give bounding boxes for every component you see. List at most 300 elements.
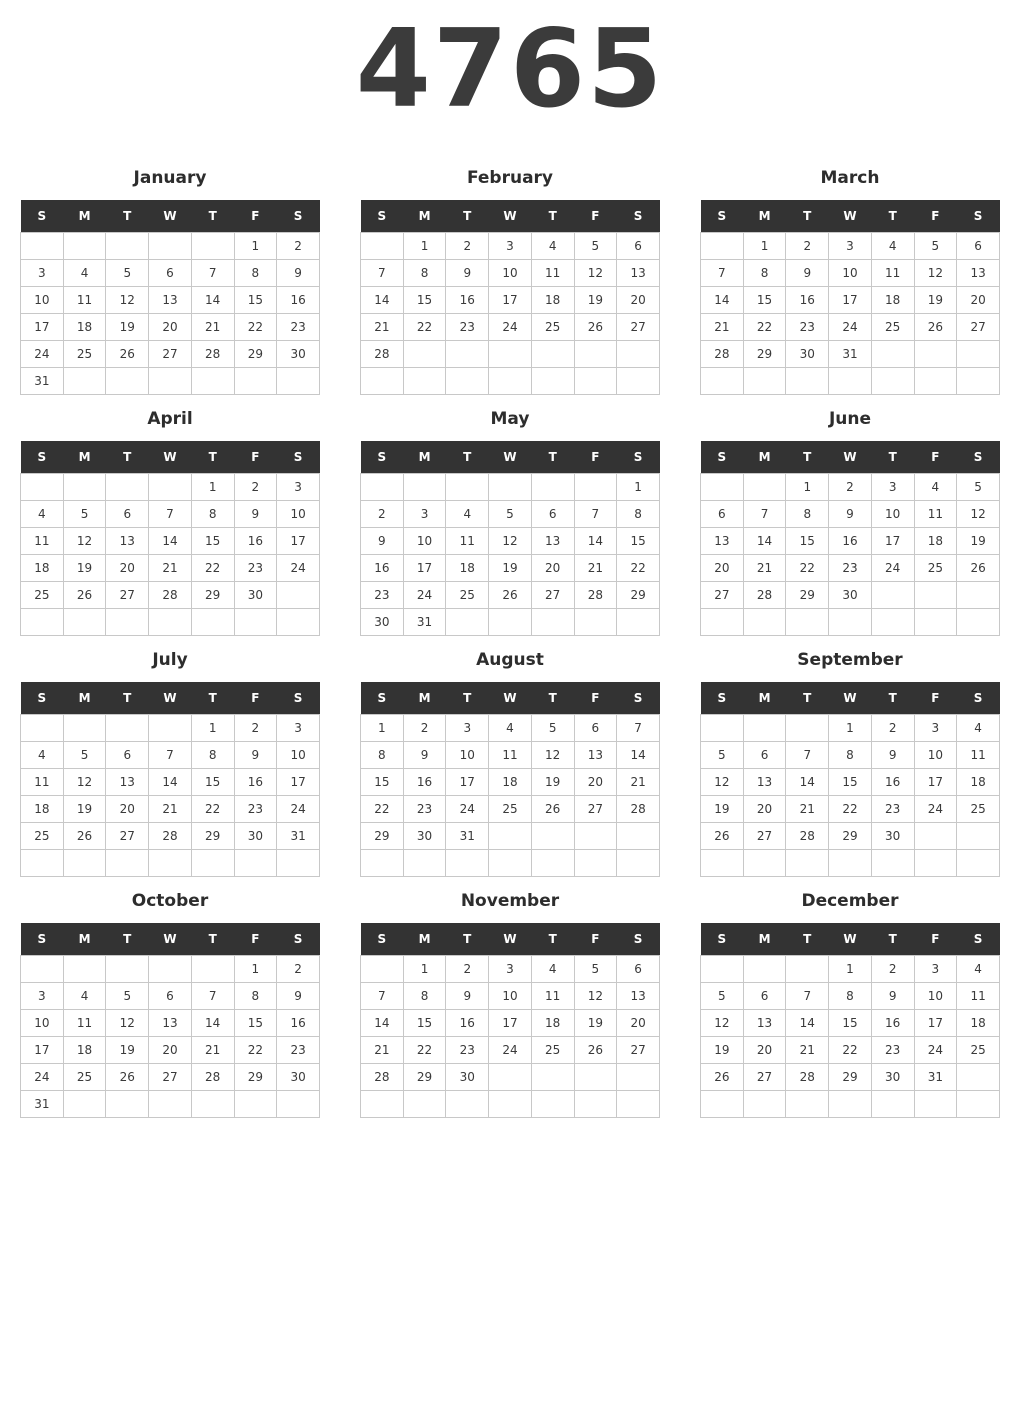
day-cell[interactable]: 18 [63, 1037, 106, 1064]
day-cell[interactable]: 17 [446, 769, 489, 796]
day-cell[interactable]: 1 [191, 474, 234, 501]
day-cell[interactable]: 19 [701, 1037, 744, 1064]
day-cell[interactable]: 18 [63, 314, 106, 341]
day-cell[interactable]: 4 [531, 233, 574, 260]
day-cell[interactable]: 13 [574, 742, 617, 769]
day-cell[interactable]: 17 [277, 528, 320, 555]
day-cell[interactable]: 6 [149, 983, 192, 1010]
day-cell[interactable]: 20 [149, 314, 192, 341]
day-cell[interactable]: 25 [531, 314, 574, 341]
day-cell[interactable]: 13 [106, 769, 149, 796]
day-cell[interactable]: 17 [829, 287, 872, 314]
day-cell[interactable]: 21 [361, 1037, 404, 1064]
day-cell[interactable]: 1 [234, 233, 277, 260]
day-cell[interactable]: 9 [361, 528, 404, 555]
day-cell[interactable]: 16 [234, 769, 277, 796]
day-cell[interactable]: 28 [361, 341, 404, 368]
day-cell[interactable]: 16 [871, 1010, 914, 1037]
day-cell[interactable]: 7 [149, 501, 192, 528]
day-cell[interactable]: 10 [829, 260, 872, 287]
day-cell[interactable]: 17 [489, 1010, 532, 1037]
day-cell[interactable]: 7 [786, 742, 829, 769]
day-cell[interactable]: 11 [63, 1010, 106, 1037]
day-cell[interactable]: 2 [786, 233, 829, 260]
day-cell[interactable]: 30 [403, 823, 446, 850]
day-cell[interactable]: 9 [446, 260, 489, 287]
day-cell[interactable]: 19 [63, 796, 106, 823]
day-cell[interactable]: 2 [871, 715, 914, 742]
day-cell[interactable]: 24 [871, 555, 914, 582]
day-cell[interactable]: 20 [106, 796, 149, 823]
day-cell[interactable]: 22 [403, 314, 446, 341]
day-cell[interactable]: 22 [829, 796, 872, 823]
day-cell[interactable]: 6 [106, 501, 149, 528]
day-cell[interactable]: 9 [277, 983, 320, 1010]
day-cell[interactable]: 16 [403, 769, 446, 796]
day-cell[interactable]: 16 [786, 287, 829, 314]
day-cell[interactable]: 23 [361, 582, 404, 609]
day-cell[interactable]: 7 [786, 983, 829, 1010]
day-cell[interactable]: 7 [361, 983, 404, 1010]
day-cell[interactable]: 11 [957, 983, 1000, 1010]
day-cell[interactable]: 17 [403, 555, 446, 582]
day-cell[interactable]: 9 [234, 501, 277, 528]
day-cell[interactable]: 22 [234, 314, 277, 341]
day-cell[interactable]: 22 [403, 1037, 446, 1064]
day-cell[interactable]: 11 [489, 742, 532, 769]
day-cell[interactable]: 23 [403, 796, 446, 823]
day-cell[interactable]: 8 [191, 742, 234, 769]
day-cell[interactable]: 17 [21, 1037, 64, 1064]
day-cell[interactable]: 11 [63, 287, 106, 314]
day-cell[interactable]: 8 [361, 742, 404, 769]
day-cell[interactable]: 27 [531, 582, 574, 609]
day-cell[interactable]: 11 [21, 528, 64, 555]
day-cell[interactable]: 17 [489, 287, 532, 314]
day-cell[interactable]: 22 [191, 796, 234, 823]
day-cell[interactable]: 21 [574, 555, 617, 582]
day-cell[interactable]: 26 [914, 314, 957, 341]
day-cell[interactable]: 26 [574, 314, 617, 341]
day-cell[interactable]: 30 [234, 823, 277, 850]
day-cell[interactable]: 7 [701, 260, 744, 287]
day-cell[interactable]: 26 [531, 796, 574, 823]
day-cell[interactable]: 1 [786, 474, 829, 501]
day-cell[interactable]: 8 [403, 260, 446, 287]
day-cell[interactable]: 3 [277, 474, 320, 501]
day-cell[interactable]: 5 [106, 983, 149, 1010]
day-cell[interactable]: 6 [617, 956, 660, 983]
day-cell[interactable]: 21 [617, 769, 660, 796]
day-cell[interactable]: 13 [701, 528, 744, 555]
day-cell[interactable]: 6 [743, 983, 786, 1010]
day-cell[interactable]: 2 [829, 474, 872, 501]
day-cell[interactable]: 21 [149, 555, 192, 582]
day-cell[interactable]: 4 [63, 260, 106, 287]
day-cell[interactable]: 14 [191, 1010, 234, 1037]
day-cell[interactable]: 10 [21, 287, 64, 314]
day-cell[interactable]: 21 [701, 314, 744, 341]
day-cell[interactable]: 9 [829, 501, 872, 528]
day-cell[interactable]: 8 [829, 742, 872, 769]
day-cell[interactable]: 5 [701, 983, 744, 1010]
day-cell[interactable]: 15 [403, 1010, 446, 1037]
day-cell[interactable]: 14 [361, 1010, 404, 1037]
day-cell[interactable]: 24 [914, 1037, 957, 1064]
day-cell[interactable]: 12 [106, 1010, 149, 1037]
day-cell[interactable]: 30 [871, 823, 914, 850]
day-cell[interactable]: 5 [63, 501, 106, 528]
day-cell[interactable]: 4 [21, 501, 64, 528]
day-cell[interactable]: 29 [829, 1064, 872, 1091]
day-cell[interactable]: 13 [617, 260, 660, 287]
day-cell[interactable]: 28 [149, 582, 192, 609]
day-cell[interactable]: 2 [361, 501, 404, 528]
day-cell[interactable]: 30 [277, 1064, 320, 1091]
day-cell[interactable]: 18 [531, 287, 574, 314]
day-cell[interactable]: 15 [361, 769, 404, 796]
day-cell[interactable]: 18 [21, 555, 64, 582]
day-cell[interactable]: 12 [701, 1010, 744, 1037]
day-cell[interactable]: 29 [743, 341, 786, 368]
day-cell[interactable]: 28 [191, 1064, 234, 1091]
day-cell[interactable]: 6 [957, 233, 1000, 260]
day-cell[interactable]: 28 [191, 341, 234, 368]
day-cell[interactable]: 25 [63, 1064, 106, 1091]
day-cell[interactable]: 28 [786, 1064, 829, 1091]
day-cell[interactable]: 8 [786, 501, 829, 528]
day-cell[interactable]: 10 [914, 742, 957, 769]
day-cell[interactable]: 24 [489, 1037, 532, 1064]
day-cell[interactable]: 19 [63, 555, 106, 582]
day-cell[interactable]: 3 [277, 715, 320, 742]
day-cell[interactable]: 18 [871, 287, 914, 314]
day-cell[interactable]: 20 [531, 555, 574, 582]
day-cell[interactable]: 31 [403, 609, 446, 636]
day-cell[interactable]: 1 [191, 715, 234, 742]
day-cell[interactable]: 25 [957, 796, 1000, 823]
day-cell[interactable]: 30 [786, 341, 829, 368]
day-cell[interactable]: 16 [446, 287, 489, 314]
day-cell[interactable]: 16 [446, 1010, 489, 1037]
day-cell[interactable]: 20 [149, 1037, 192, 1064]
day-cell[interactable]: 1 [403, 233, 446, 260]
day-cell[interactable]: 12 [914, 260, 957, 287]
day-cell[interactable]: 16 [361, 555, 404, 582]
day-cell[interactable]: 20 [106, 555, 149, 582]
day-cell[interactable]: 29 [234, 341, 277, 368]
day-cell[interactable]: 19 [574, 287, 617, 314]
day-cell[interactable]: 7 [361, 260, 404, 287]
day-cell[interactable]: 10 [277, 742, 320, 769]
day-cell[interactable]: 2 [446, 233, 489, 260]
day-cell[interactable]: 27 [701, 582, 744, 609]
day-cell[interactable]: 11 [446, 528, 489, 555]
day-cell[interactable]: 3 [914, 956, 957, 983]
day-cell[interactable]: 10 [446, 742, 489, 769]
day-cell[interactable]: 6 [617, 233, 660, 260]
day-cell[interactable]: 30 [871, 1064, 914, 1091]
day-cell[interactable]: 23 [871, 1037, 914, 1064]
day-cell[interactable]: 18 [446, 555, 489, 582]
day-cell[interactable]: 15 [786, 528, 829, 555]
day-cell[interactable]: 24 [489, 314, 532, 341]
day-cell[interactable]: 16 [277, 1010, 320, 1037]
day-cell[interactable]: 9 [403, 742, 446, 769]
day-cell[interactable]: 20 [743, 796, 786, 823]
day-cell[interactable]: 20 [617, 1010, 660, 1037]
day-cell[interactable]: 23 [829, 555, 872, 582]
day-cell[interactable]: 29 [191, 823, 234, 850]
day-cell[interactable]: 23 [446, 1037, 489, 1064]
day-cell[interactable]: 9 [871, 983, 914, 1010]
day-cell[interactable]: 18 [957, 1010, 1000, 1037]
day-cell[interactable]: 21 [786, 796, 829, 823]
day-cell[interactable]: 27 [743, 823, 786, 850]
day-cell[interactable]: 13 [743, 1010, 786, 1037]
day-cell[interactable]: 31 [446, 823, 489, 850]
day-cell[interactable]: 17 [914, 1010, 957, 1037]
day-cell[interactable]: 10 [871, 501, 914, 528]
day-cell[interactable]: 27 [149, 341, 192, 368]
day-cell[interactable]: 18 [914, 528, 957, 555]
day-cell[interactable]: 22 [234, 1037, 277, 1064]
day-cell[interactable]: 12 [701, 769, 744, 796]
day-cell[interactable]: 23 [277, 314, 320, 341]
day-cell[interactable]: 11 [957, 742, 1000, 769]
day-cell[interactable]: 9 [234, 742, 277, 769]
day-cell[interactable]: 30 [446, 1064, 489, 1091]
day-cell[interactable]: 1 [234, 956, 277, 983]
day-cell[interactable]: 10 [489, 983, 532, 1010]
day-cell[interactable]: 26 [106, 1064, 149, 1091]
day-cell[interactable]: 23 [786, 314, 829, 341]
day-cell[interactable]: 21 [361, 314, 404, 341]
day-cell[interactable]: 30 [234, 582, 277, 609]
day-cell[interactable]: 8 [403, 983, 446, 1010]
day-cell[interactable]: 21 [786, 1037, 829, 1064]
day-cell[interactable]: 14 [617, 742, 660, 769]
day-cell[interactable]: 12 [531, 742, 574, 769]
day-cell[interactable]: 12 [63, 528, 106, 555]
day-cell[interactable]: 18 [21, 796, 64, 823]
day-cell[interactable]: 25 [531, 1037, 574, 1064]
day-cell[interactable]: 24 [277, 796, 320, 823]
day-cell[interactable]: 2 [403, 715, 446, 742]
day-cell[interactable]: 2 [277, 956, 320, 983]
day-cell[interactable]: 10 [277, 501, 320, 528]
day-cell[interactable]: 28 [361, 1064, 404, 1091]
day-cell[interactable]: 4 [871, 233, 914, 260]
day-cell[interactable]: 5 [914, 233, 957, 260]
day-cell[interactable]: 17 [21, 314, 64, 341]
day-cell[interactable]: 9 [446, 983, 489, 1010]
day-cell[interactable]: 7 [617, 715, 660, 742]
day-cell[interactable]: 25 [446, 582, 489, 609]
day-cell[interactable]: 15 [234, 1010, 277, 1037]
day-cell[interactable]: 28 [701, 341, 744, 368]
day-cell[interactable]: 25 [957, 1037, 1000, 1064]
day-cell[interactable]: 3 [446, 715, 489, 742]
day-cell[interactable]: 25 [21, 582, 64, 609]
day-cell[interactable]: 19 [489, 555, 532, 582]
day-cell[interactable]: 23 [234, 555, 277, 582]
day-cell[interactable]: 24 [21, 341, 64, 368]
day-cell[interactable]: 19 [531, 769, 574, 796]
day-cell[interactable]: 26 [63, 823, 106, 850]
day-cell[interactable]: 13 [531, 528, 574, 555]
day-cell[interactable]: 3 [829, 233, 872, 260]
day-cell[interactable]: 31 [21, 1091, 64, 1118]
day-cell[interactable]: 4 [957, 956, 1000, 983]
day-cell[interactable]: 11 [531, 260, 574, 287]
day-cell[interactable]: 11 [531, 983, 574, 1010]
day-cell[interactable]: 5 [489, 501, 532, 528]
day-cell[interactable]: 2 [234, 474, 277, 501]
day-cell[interactable]: 24 [277, 555, 320, 582]
day-cell[interactable]: 14 [743, 528, 786, 555]
day-cell[interactable]: 25 [21, 823, 64, 850]
day-cell[interactable]: 3 [871, 474, 914, 501]
day-cell[interactable]: 11 [914, 501, 957, 528]
day-cell[interactable]: 19 [701, 796, 744, 823]
day-cell[interactable]: 4 [446, 501, 489, 528]
day-cell[interactable]: 5 [957, 474, 1000, 501]
day-cell[interactable]: 22 [191, 555, 234, 582]
day-cell[interactable]: 18 [489, 769, 532, 796]
day-cell[interactable]: 5 [106, 260, 149, 287]
day-cell[interactable]: 16 [234, 528, 277, 555]
day-cell[interactable]: 28 [786, 823, 829, 850]
day-cell[interactable]: 6 [106, 742, 149, 769]
day-cell[interactable]: 9 [871, 742, 914, 769]
day-cell[interactable]: 12 [489, 528, 532, 555]
day-cell[interactable]: 3 [21, 983, 64, 1010]
day-cell[interactable]: 21 [149, 796, 192, 823]
day-cell[interactable]: 12 [106, 287, 149, 314]
day-cell[interactable]: 20 [574, 769, 617, 796]
day-cell[interactable]: 24 [446, 796, 489, 823]
day-cell[interactable]: 29 [234, 1064, 277, 1091]
day-cell[interactable]: 30 [829, 582, 872, 609]
day-cell[interactable]: 4 [914, 474, 957, 501]
day-cell[interactable]: 27 [149, 1064, 192, 1091]
day-cell[interactable]: 27 [106, 582, 149, 609]
day-cell[interactable]: 22 [786, 555, 829, 582]
day-cell[interactable]: 2 [446, 956, 489, 983]
day-cell[interactable]: 13 [743, 769, 786, 796]
day-cell[interactable]: 1 [403, 956, 446, 983]
day-cell[interactable]: 20 [701, 555, 744, 582]
day-cell[interactable]: 14 [786, 769, 829, 796]
day-cell[interactable]: 14 [361, 287, 404, 314]
day-cell[interactable]: 13 [106, 528, 149, 555]
day-cell[interactable]: 6 [574, 715, 617, 742]
day-cell[interactable]: 29 [617, 582, 660, 609]
day-cell[interactable]: 22 [829, 1037, 872, 1064]
day-cell[interactable]: 19 [574, 1010, 617, 1037]
day-cell[interactable]: 1 [829, 715, 872, 742]
day-cell[interactable]: 7 [574, 501, 617, 528]
day-cell[interactable]: 19 [106, 1037, 149, 1064]
day-cell[interactable]: 26 [701, 823, 744, 850]
day-cell[interactable]: 26 [957, 555, 1000, 582]
day-cell[interactable]: 6 [149, 260, 192, 287]
day-cell[interactable]: 16 [871, 769, 914, 796]
day-cell[interactable]: 22 [361, 796, 404, 823]
day-cell[interactable]: 12 [574, 983, 617, 1010]
day-cell[interactable]: 14 [149, 528, 192, 555]
day-cell[interactable]: 29 [361, 823, 404, 850]
day-cell[interactable]: 18 [957, 769, 1000, 796]
day-cell[interactable]: 31 [914, 1064, 957, 1091]
day-cell[interactable]: 27 [106, 823, 149, 850]
day-cell[interactable]: 20 [617, 287, 660, 314]
day-cell[interactable]: 5 [701, 742, 744, 769]
day-cell[interactable]: 19 [957, 528, 1000, 555]
day-cell[interactable]: 24 [829, 314, 872, 341]
day-cell[interactable]: 14 [191, 287, 234, 314]
day-cell[interactable]: 29 [829, 823, 872, 850]
day-cell[interactable]: 4 [957, 715, 1000, 742]
day-cell[interactable]: 4 [489, 715, 532, 742]
day-cell[interactable]: 1 [829, 956, 872, 983]
day-cell[interactable]: 23 [446, 314, 489, 341]
day-cell[interactable]: 23 [234, 796, 277, 823]
day-cell[interactable]: 4 [21, 742, 64, 769]
day-cell[interactable]: 30 [277, 341, 320, 368]
day-cell[interactable]: 27 [957, 314, 1000, 341]
day-cell[interactable]: 7 [743, 501, 786, 528]
day-cell[interactable]: 21 [191, 314, 234, 341]
day-cell[interactable]: 31 [277, 823, 320, 850]
day-cell[interactable]: 27 [574, 796, 617, 823]
day-cell[interactable]: 15 [617, 528, 660, 555]
day-cell[interactable]: 15 [743, 287, 786, 314]
day-cell[interactable]: 10 [403, 528, 446, 555]
day-cell[interactable]: 15 [829, 1010, 872, 1037]
day-cell[interactable]: 28 [743, 582, 786, 609]
day-cell[interactable]: 20 [957, 287, 1000, 314]
day-cell[interactable]: 25 [914, 555, 957, 582]
day-cell[interactable]: 17 [871, 528, 914, 555]
day-cell[interactable]: 15 [829, 769, 872, 796]
day-cell[interactable]: 24 [21, 1064, 64, 1091]
day-cell[interactable]: 31 [21, 368, 64, 395]
day-cell[interactable]: 26 [574, 1037, 617, 1064]
day-cell[interactable]: 17 [914, 769, 957, 796]
day-cell[interactable]: 5 [574, 956, 617, 983]
day-cell[interactable]: 24 [403, 582, 446, 609]
day-cell[interactable]: 6 [701, 501, 744, 528]
day-cell[interactable]: 5 [574, 233, 617, 260]
day-cell[interactable]: 17 [277, 769, 320, 796]
day-cell[interactable]: 25 [871, 314, 914, 341]
day-cell[interactable]: 29 [786, 582, 829, 609]
day-cell[interactable]: 15 [234, 287, 277, 314]
day-cell[interactable]: 3 [403, 501, 446, 528]
day-cell[interactable]: 25 [489, 796, 532, 823]
day-cell[interactable]: 4 [63, 983, 106, 1010]
day-cell[interactable]: 5 [531, 715, 574, 742]
day-cell[interactable]: 26 [701, 1064, 744, 1091]
day-cell[interactable]: 26 [106, 341, 149, 368]
day-cell[interactable]: 8 [743, 260, 786, 287]
day-cell[interactable]: 7 [191, 260, 234, 287]
day-cell[interactable]: 27 [743, 1064, 786, 1091]
day-cell[interactable]: 22 [743, 314, 786, 341]
day-cell[interactable]: 12 [957, 501, 1000, 528]
